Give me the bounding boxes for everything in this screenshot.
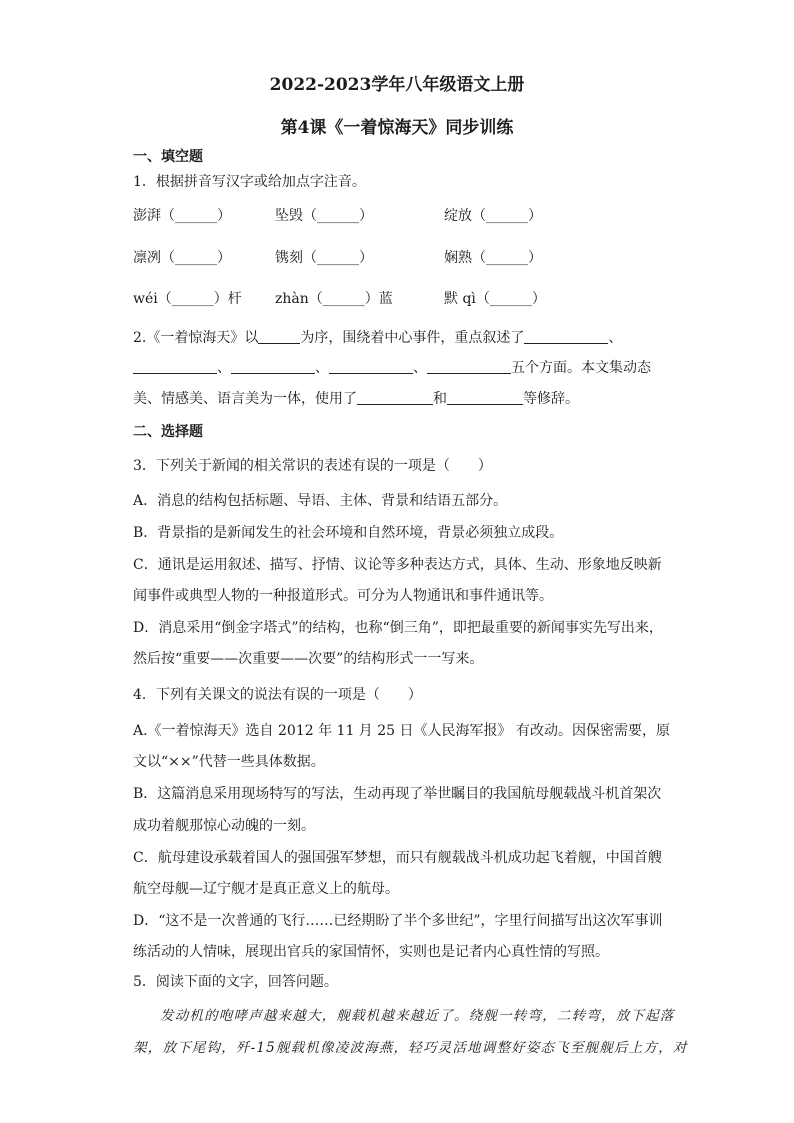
reading-passage-line-2: 架，放下尾钩，歼-15舰载机像凌波海燕，轻巧灵活地调整好姿态飞至舰舰后上方，对: [133, 1040, 688, 1056]
question-3-option-c-cont: 闻事件或典型人物的一种报道形式。可分为人物通讯和事件通讯等。: [133, 588, 553, 604]
section-fill-blank-heading: 一、填空题: [133, 149, 203, 165]
question-3-option-d: D．消息采用“倒金字塔式”的结构，也称“倒三角”，即把最重要的新闻事实先写出来，: [133, 620, 663, 636]
answer-blank[interactable]: [258, 329, 300, 344]
pinyin-item: 凛冽（______）: [133, 250, 231, 266]
question-4-stem: 4．下列有关课文的说法有误的一项是（ ）: [133, 687, 422, 703]
q2-text: 、: [608, 330, 623, 346]
q2-text: 和: [433, 391, 447, 407]
question-3-option-c: C．通讯是运用叙述、描写、抒情、议论等多种表达方式，具体、生动、形象地反映新: [133, 557, 662, 573]
q2-text: 五个方面。本文集动态: [511, 360, 651, 376]
answer-blank[interactable]: [427, 359, 511, 374]
answer-blank[interactable]: [133, 359, 217, 374]
question-4-option-c: C．航母建设承载着国人的强国强军梦想，而只有舰载战斗机成功起飞着舰，中国首艘: [133, 850, 662, 866]
question-3-option-d-cont: 然后按“重要——次重要——次要”的结构形式一一写来。: [133, 651, 484, 667]
document-title: 2022-2023学年八年级语文上册: [269, 75, 525, 95]
section-choice-heading: 二、选择题: [133, 424, 203, 440]
question-4-option-c-cont: 航空母舰—辽宁舰才是真正意义上的航母。: [133, 881, 399, 897]
pinyin-item: 坠毁（______）: [275, 208, 373, 224]
question-3-option-b: B．背景指的是新闻发生的社会环境和自然环境，背景必须独立成段。: [133, 525, 564, 541]
answer-blank[interactable]: [329, 359, 413, 374]
q2-text: 、: [413, 360, 427, 376]
answer-blank[interactable]: [447, 390, 523, 405]
answer-blank[interactable]: [524, 329, 608, 344]
q2-text: 为序，围绕着中心事件，重点叙述了: [300, 330, 525, 346]
question-3-option-a: A．消息的结构包括标题、导语、主体、背景和结语五部分。: [133, 493, 508, 509]
question-2-line-3: [133, 389, 579, 409]
pinyin-item: 绽放（______）: [444, 208, 542, 224]
q2-text: 美、情感美、语言美为一体，使用了: [133, 391, 357, 407]
question-2-line-1: [133, 328, 622, 348]
q2-text: 、: [315, 360, 329, 376]
q2-text: 、: [217, 360, 231, 376]
question-2-line-2: [133, 358, 651, 378]
answer-blank[interactable]: [231, 359, 315, 374]
question-1-stem: 1．根据拼音写汉字或给加点字注音。: [133, 174, 366, 190]
reading-passage-line-1: 发动机的咆哮声越来越大，舰载机越来越近了。绕舰一转弯，二转弯，放下起落: [160, 1008, 675, 1024]
pinyin-item: 澎湃（______）: [133, 208, 231, 224]
document-subtitle: 第4课《一着惊海天》同步训练: [280, 118, 514, 138]
q2-text: 等修辞。: [523, 391, 579, 407]
pinyin-item: wéi（______）杆: [133, 291, 242, 307]
question-3-stem: 3．下列关于新闻的相关常识的表述有误的一项是（ ）: [133, 458, 492, 474]
question-5-stem: 5．阅读下面的文字，回答问题。: [133, 974, 338, 990]
pinyin-item: 镌刻（______）: [275, 250, 373, 266]
question-4-option-a-cont: 文以“××”代替一些具体数据。: [133, 754, 325, 770]
pinyin-item: 默 qì（______）: [444, 291, 546, 307]
answer-blank[interactable]: [357, 390, 433, 405]
question-4-option-d: D．“这不是一次普通的飞行……已经期盼了半个多世纪”，字里行间描写出这次军事训: [133, 913, 663, 929]
q2-text: 2.《一着惊海天》以: [133, 330, 259, 346]
question-4-option-b-cont: 成功着舰那惊心动魄的一刻。: [133, 818, 315, 834]
pinyin-item: zhàn（______）蓝: [275, 291, 393, 307]
pinyin-item: 娴熟（______）: [444, 250, 542, 266]
question-4-option-b: B．这篇消息采用现场特写的写法，生动再现了举世瞩目的我国航母舰载战斗机首架次: [133, 786, 662, 802]
question-4-option-d-cont: 练活动的人情味，展现出官兵的家国情怀，实则也是记者内心真性情的写照。: [133, 944, 609, 960]
question-4-option-a: A.《一着惊海天》选自 2012 年 11 月 25 日《人民海军报》 有改动。因保密需要，原: [133, 723, 670, 739]
